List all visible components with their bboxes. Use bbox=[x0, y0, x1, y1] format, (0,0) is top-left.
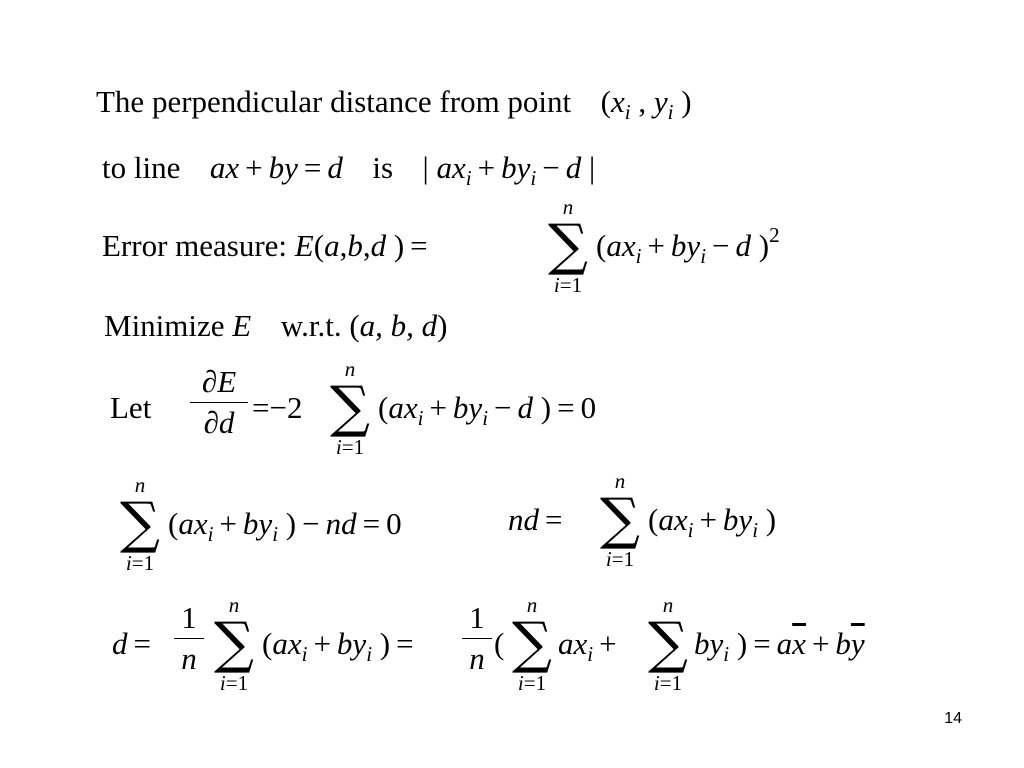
final-expression-3: $by_i$ ) = $a\overline{x} + b\overline{y}$ bbox=[694, 626, 865, 666]
minimize-line bbox=[104, 310, 448, 341]
minimize-E: E bbox=[232, 308, 252, 343]
row5-left-expression: ($ax_i + by_i$ ) − nd = 0 bbox=[168, 506, 402, 546]
line-1-text: The perpendicular distance from point bbox=[96, 84, 572, 119]
minimize-close: ) bbox=[437, 308, 448, 343]
minimize-prefix: Minimize bbox=[104, 308, 225, 343]
final-summation-2: n ∑ i=1 bbox=[512, 593, 552, 695]
let-equals: =−2 bbox=[252, 390, 303, 425]
error-rhs: ($ax_i + by_i - d$ )$^2$ bbox=[596, 223, 780, 268]
final-expression-1: ($ax_i + by_i$ ) = bbox=[262, 626, 414, 666]
row5-summation-left: n ∑ i=1 bbox=[120, 473, 160, 575]
line-equation: ax + by = d bbox=[209, 150, 343, 185]
row5-right-expression: ($ax_i + by_i$ ) bbox=[648, 502, 777, 542]
minimize-vars: a, b, d bbox=[359, 308, 438, 343]
let-rhs: ($ax_i + by_i - d$ ) = 0 bbox=[378, 390, 597, 430]
line-2-prefix: to line bbox=[102, 150, 181, 185]
final-expression-2: $ax_i$ + bbox=[558, 626, 617, 666]
final-frac-1: 1 n bbox=[174, 600, 204, 677]
point-expression: ($x_i$ , $y_i$ ) bbox=[600, 84, 692, 124]
error-measure-line bbox=[102, 230, 434, 261]
error-label: Error measure: bbox=[102, 228, 288, 263]
row5-right-lhs: nd = bbox=[508, 502, 563, 537]
final-frac-2: 1 n bbox=[462, 600, 492, 677]
partial-derivative: ∂E ∂d bbox=[190, 364, 248, 441]
minimize-suffix: w.r.t. ( bbox=[280, 308, 360, 343]
let-label: Let bbox=[110, 390, 152, 425]
error-summation: n ∑ i=1 bbox=[548, 195, 588, 297]
final-open-paren: ( bbox=[494, 626, 505, 661]
final-summation-3: n ∑ i=1 bbox=[648, 593, 688, 695]
distance-expression: | $ax_i + by_i - d$ | bbox=[422, 150, 596, 190]
row5-summation-right: n ∑ i=1 bbox=[600, 469, 640, 571]
final-d-equals: d = bbox=[112, 626, 151, 661]
final-summation-1: n ∑ i=1 bbox=[214, 593, 254, 695]
page-number: 14 bbox=[944, 710, 962, 727]
line-2-is: is bbox=[372, 150, 394, 185]
line-1 bbox=[96, 84, 692, 124]
error-lhs: E(a,b,d ) = bbox=[294, 228, 428, 263]
line-2 bbox=[102, 150, 596, 190]
let-summation: n ∑ i=1 bbox=[330, 357, 370, 459]
